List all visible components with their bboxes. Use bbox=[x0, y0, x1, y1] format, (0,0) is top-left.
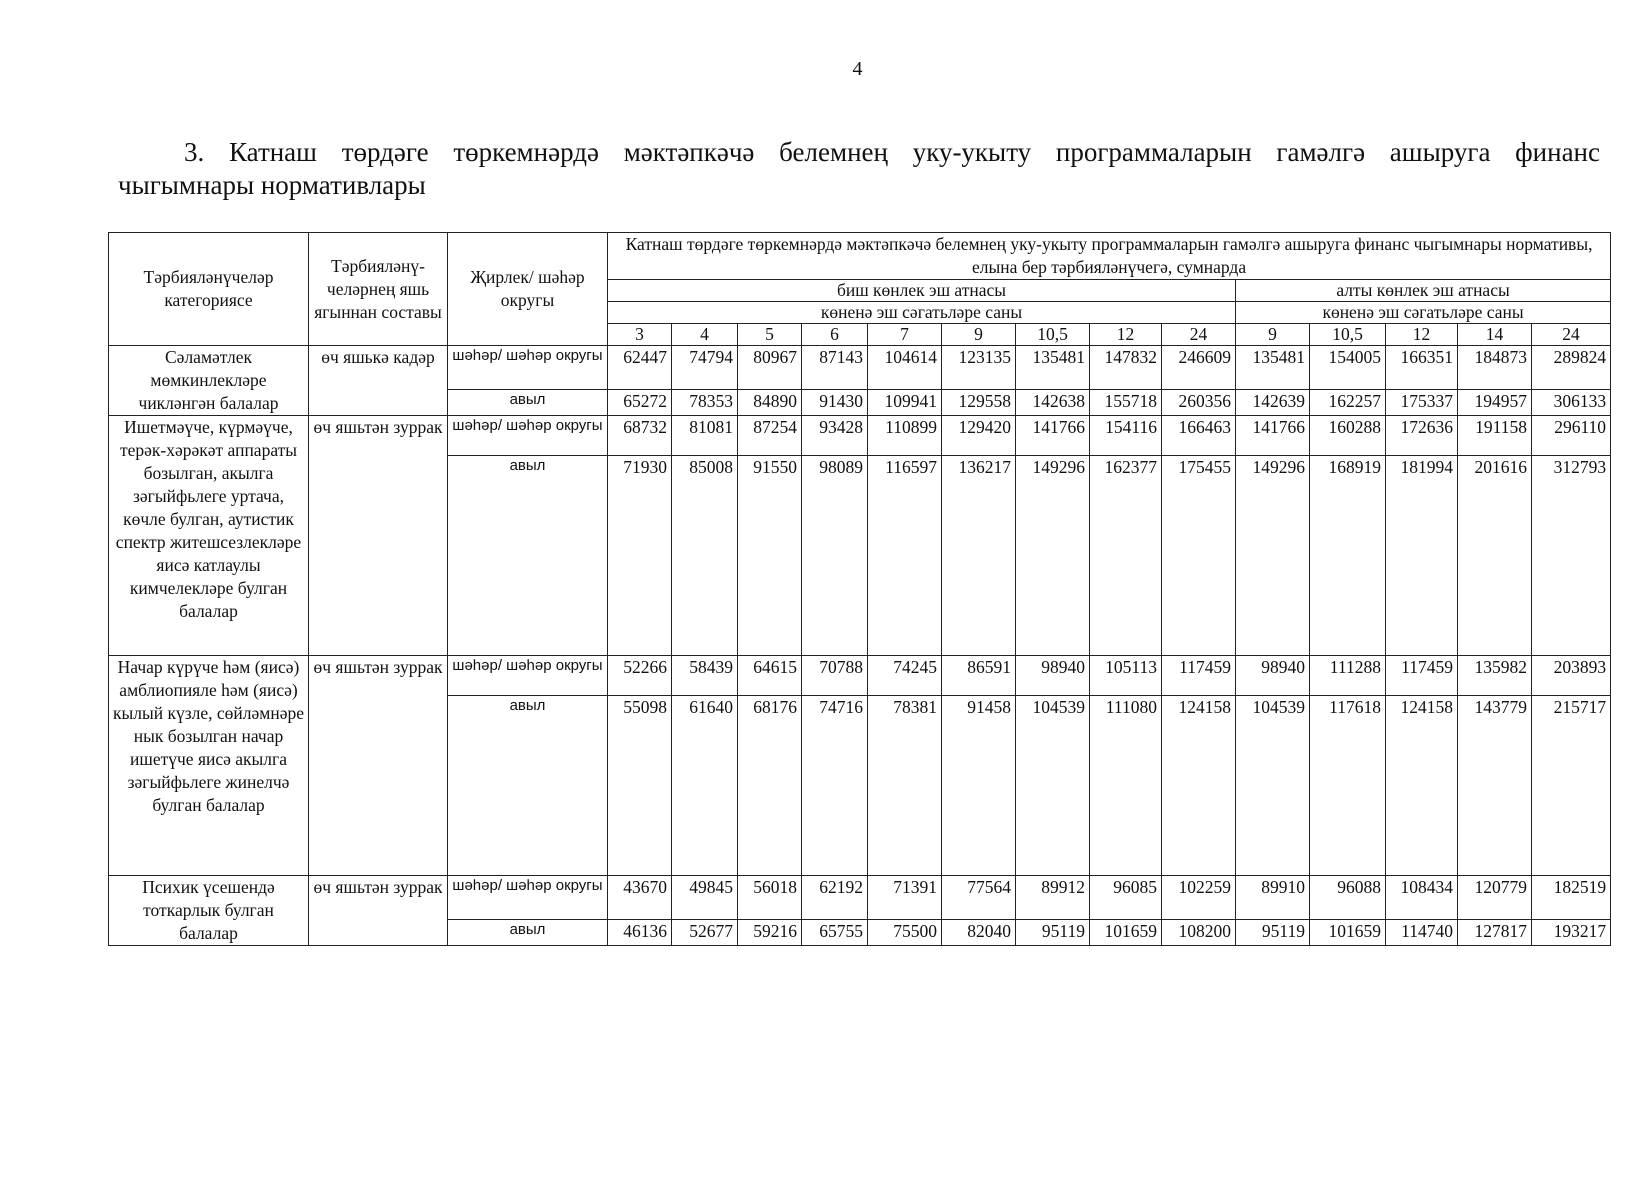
category-cell: Ишетмәүче, күрмәүче, терәк-хәрәкәт аппараты бозылган, акылга зәгыйфьлеге уртача, көчле булган, аутистик спектр житешсезлекләре яисә катлаулы кимчелекләре булган балалар bbox=[109, 416, 309, 656]
value-cell: 68732 bbox=[608, 416, 672, 456]
header-hours-label-six: көненә эш сәгатьләре саны bbox=[1236, 302, 1611, 324]
value-cell: 193217 bbox=[1532, 919, 1611, 945]
value-cell: 135481 bbox=[1016, 346, 1090, 390]
section-heading-line-1: 3. Катнаш төрдәге төркемнәрдә мәктәпкәчә белемнең уку-укыту программаларын гамәлгә ашыруга финанс bbox=[184, 137, 1600, 167]
location-cell: авыл bbox=[448, 919, 608, 945]
table-row bbox=[109, 416, 1611, 456]
value-cell: 162377 bbox=[1090, 456, 1162, 656]
value-cell: 65755 bbox=[802, 919, 868, 945]
header-hours-five-3: 6 bbox=[802, 324, 868, 346]
value-cell: 98089 bbox=[802, 456, 868, 656]
value-cell: 87143 bbox=[802, 346, 868, 390]
value-cell: 124158 bbox=[1162, 696, 1236, 876]
header-hours-six-4: 24 bbox=[1532, 324, 1611, 346]
value-cell: 110899 bbox=[868, 416, 942, 456]
location-cell: авыл bbox=[448, 696, 608, 876]
value-cell: 141766 bbox=[1236, 416, 1310, 456]
value-cell: 168919 bbox=[1310, 456, 1386, 656]
value-cell: 98940 bbox=[1236, 656, 1310, 696]
value-cell: 62447 bbox=[608, 346, 672, 390]
location-cell: шәһәр/ шәһәр округы bbox=[448, 656, 608, 696]
value-cell: 142638 bbox=[1016, 389, 1090, 415]
age-cell: өч яшьтән зуррак bbox=[309, 416, 448, 656]
value-cell: 201616 bbox=[1458, 456, 1532, 656]
value-cell: 96088 bbox=[1310, 876, 1386, 920]
value-cell: 129420 bbox=[942, 416, 1016, 456]
value-cell: 127817 bbox=[1458, 919, 1532, 945]
value-cell: 111288 bbox=[1310, 656, 1386, 696]
value-cell: 91550 bbox=[738, 456, 802, 656]
value-cell: 108200 bbox=[1162, 919, 1236, 945]
category-cell: Начар күрүче һәм (яисә) амблиопияле һәм (яисә) кылый күзле, сөйләмнәре нык бозылган начар ишетүче яисә акылга зәгыйфьлеге жинелчә булган балалар bbox=[109, 656, 309, 876]
value-cell: 62192 bbox=[802, 876, 868, 920]
age-cell: өч яшьтән зуррак bbox=[309, 876, 448, 946]
page-number: 4 bbox=[852, 58, 863, 80]
value-cell: 102259 bbox=[1162, 876, 1236, 920]
table-row bbox=[109, 876, 1611, 920]
header-six-day-week: алты көнлек эш атнасы bbox=[1236, 280, 1611, 302]
value-cell: 181994 bbox=[1386, 456, 1458, 656]
value-cell: 52677 bbox=[672, 919, 738, 945]
value-cell: 184873 bbox=[1458, 346, 1532, 390]
value-cell: 203893 bbox=[1532, 656, 1611, 696]
value-cell: 104614 bbox=[868, 346, 942, 390]
header-hours-five-5: 9 bbox=[942, 324, 1016, 346]
value-cell: 86591 bbox=[942, 656, 1016, 696]
value-cell: 182519 bbox=[1532, 876, 1611, 920]
value-cell: 93428 bbox=[802, 416, 868, 456]
value-cell: 260356 bbox=[1162, 389, 1236, 415]
location-cell: шәһәр/ шәһәр округы bbox=[448, 416, 608, 456]
value-cell: 117618 bbox=[1310, 696, 1386, 876]
value-cell: 120779 bbox=[1458, 876, 1532, 920]
header-hours-six-2: 12 bbox=[1386, 324, 1458, 346]
header-hours-five-2: 5 bbox=[738, 324, 802, 346]
value-cell: 70788 bbox=[802, 656, 868, 696]
value-cell: 104539 bbox=[1236, 696, 1310, 876]
location-cell: шәһәр/ шәһәр округы bbox=[448, 346, 608, 390]
value-cell: 149296 bbox=[1016, 456, 1090, 656]
value-cell: 142639 bbox=[1236, 389, 1310, 415]
value-cell: 136217 bbox=[942, 456, 1016, 656]
value-cell: 71930 bbox=[608, 456, 672, 656]
value-cell: 246609 bbox=[1162, 346, 1236, 390]
value-cell: 312793 bbox=[1532, 456, 1611, 656]
value-cell: 296110 bbox=[1532, 416, 1611, 456]
header-hours-six-3: 14 bbox=[1458, 324, 1532, 346]
header-age: Тәрбияләнү-челәрнең яшь ягыннан составы bbox=[309, 233, 448, 346]
value-cell: 68176 bbox=[738, 696, 802, 876]
value-cell: 166463 bbox=[1162, 416, 1236, 456]
value-cell: 78353 bbox=[672, 389, 738, 415]
value-cell: 117459 bbox=[1386, 656, 1458, 696]
value-cell: 89912 bbox=[1016, 876, 1090, 920]
value-cell: 59216 bbox=[738, 919, 802, 945]
value-cell: 95119 bbox=[1016, 919, 1090, 945]
value-cell: 91430 bbox=[802, 389, 868, 415]
header-hours-five-4: 7 bbox=[868, 324, 942, 346]
value-cell: 71391 bbox=[868, 876, 942, 920]
value-cell: 175455 bbox=[1162, 456, 1236, 656]
section-heading-line-2: чыгымнары нормативлары bbox=[118, 170, 426, 200]
value-cell: 58439 bbox=[672, 656, 738, 696]
section-heading bbox=[118, 136, 1600, 202]
value-cell: 74716 bbox=[802, 696, 868, 876]
value-cell: 124158 bbox=[1386, 696, 1458, 876]
value-cell: 89910 bbox=[1236, 876, 1310, 920]
value-cell: 82040 bbox=[942, 919, 1016, 945]
value-cell: 129558 bbox=[942, 389, 1016, 415]
header-hours-five-8: 24 bbox=[1162, 324, 1236, 346]
value-cell: 85008 bbox=[672, 456, 738, 656]
value-cell: 111080 bbox=[1090, 696, 1162, 876]
value-cell: 96085 bbox=[1090, 876, 1162, 920]
value-cell: 194957 bbox=[1458, 389, 1532, 415]
value-cell: 160288 bbox=[1310, 416, 1386, 456]
header-location: Җирлек/ шәһәр округы bbox=[448, 233, 608, 346]
value-cell: 141766 bbox=[1016, 416, 1090, 456]
value-cell: 87254 bbox=[738, 416, 802, 456]
value-cell: 84890 bbox=[738, 389, 802, 415]
value-cell: 101659 bbox=[1310, 919, 1386, 945]
value-cell: 114740 bbox=[1386, 919, 1458, 945]
value-cell: 123135 bbox=[942, 346, 1016, 390]
table-body bbox=[109, 346, 1611, 946]
value-cell: 117459 bbox=[1162, 656, 1236, 696]
value-cell: 116597 bbox=[868, 456, 942, 656]
value-cell: 215717 bbox=[1532, 696, 1611, 876]
value-cell: 78381 bbox=[868, 696, 942, 876]
value-cell: 43670 bbox=[608, 876, 672, 920]
value-cell: 65272 bbox=[608, 389, 672, 415]
header-main: Катнаш төрдәге төркемнәрдә мәктәпкәчә белемнең уку-укыту программаларын гамәлгә ашыруга финанс чыгымнары нормативы, елына бер тәрбияләнүчегә, сумнарда bbox=[608, 233, 1611, 280]
value-cell: 80967 bbox=[738, 346, 802, 390]
value-cell: 77564 bbox=[942, 876, 1016, 920]
header-category: Тәрбияләнүчеләр категориясе bbox=[109, 233, 309, 346]
value-cell: 52266 bbox=[608, 656, 672, 696]
value-cell: 289824 bbox=[1532, 346, 1611, 390]
value-cell: 166351 bbox=[1386, 346, 1458, 390]
value-cell: 74794 bbox=[672, 346, 738, 390]
location-cell: шәһәр/ шәһәр округы bbox=[448, 876, 608, 920]
age-cell: өч яшькә кадәр bbox=[309, 346, 448, 416]
age-cell: өч яшьтән зуррак bbox=[309, 656, 448, 876]
header-hours-five-1: 4 bbox=[672, 324, 738, 346]
header-hours-label-five: көненә эш сәгатьләре саны bbox=[608, 302, 1236, 324]
norms-table bbox=[108, 232, 1611, 946]
header-five-day-week: биш көнлек эш атнасы bbox=[608, 280, 1236, 302]
value-cell: 75500 bbox=[868, 919, 942, 945]
value-cell: 108434 bbox=[1386, 876, 1458, 920]
header-hours-five-7: 12 bbox=[1090, 324, 1162, 346]
value-cell: 135481 bbox=[1236, 346, 1310, 390]
header-hours-five-0: 3 bbox=[608, 324, 672, 346]
header-hours-six-1: 10,5 bbox=[1310, 324, 1386, 346]
value-cell: 191158 bbox=[1458, 416, 1532, 456]
value-cell: 55098 bbox=[608, 696, 672, 876]
value-cell: 109941 bbox=[868, 389, 942, 415]
value-cell: 104539 bbox=[1016, 696, 1090, 876]
header-hours-five-6: 10,5 bbox=[1016, 324, 1090, 346]
value-cell: 155718 bbox=[1090, 389, 1162, 415]
value-cell: 49845 bbox=[672, 876, 738, 920]
value-cell: 147832 bbox=[1090, 346, 1162, 390]
value-cell: 135982 bbox=[1458, 656, 1532, 696]
value-cell: 98940 bbox=[1016, 656, 1090, 696]
table-row bbox=[109, 346, 1611, 390]
value-cell: 81081 bbox=[672, 416, 738, 456]
value-cell: 61640 bbox=[672, 696, 738, 876]
value-cell: 143779 bbox=[1458, 696, 1532, 876]
value-cell: 175337 bbox=[1386, 389, 1458, 415]
value-cell: 74245 bbox=[868, 656, 942, 696]
value-cell: 149296 bbox=[1236, 456, 1310, 656]
value-cell: 64615 bbox=[738, 656, 802, 696]
value-cell: 172636 bbox=[1386, 416, 1458, 456]
location-cell: авыл bbox=[448, 389, 608, 415]
location-cell: авыл bbox=[448, 456, 608, 656]
value-cell: 95119 bbox=[1236, 919, 1310, 945]
value-cell: 306133 bbox=[1532, 389, 1611, 415]
value-cell: 56018 bbox=[738, 876, 802, 920]
header-hours-six-0: 9 bbox=[1236, 324, 1310, 346]
table-row bbox=[109, 656, 1611, 696]
category-cell: Сәламәтлек мөмкинлекләре чикләнгән балалар bbox=[109, 346, 309, 416]
value-cell: 154116 bbox=[1090, 416, 1162, 456]
value-cell: 105113 bbox=[1090, 656, 1162, 696]
value-cell: 101659 bbox=[1090, 919, 1162, 945]
value-cell: 46136 bbox=[608, 919, 672, 945]
value-cell: 91458 bbox=[942, 696, 1016, 876]
value-cell: 154005 bbox=[1310, 346, 1386, 390]
category-cell: Психик үсешендә тоткарлык булган балалар bbox=[109, 876, 309, 946]
value-cell: 162257 bbox=[1310, 389, 1386, 415]
